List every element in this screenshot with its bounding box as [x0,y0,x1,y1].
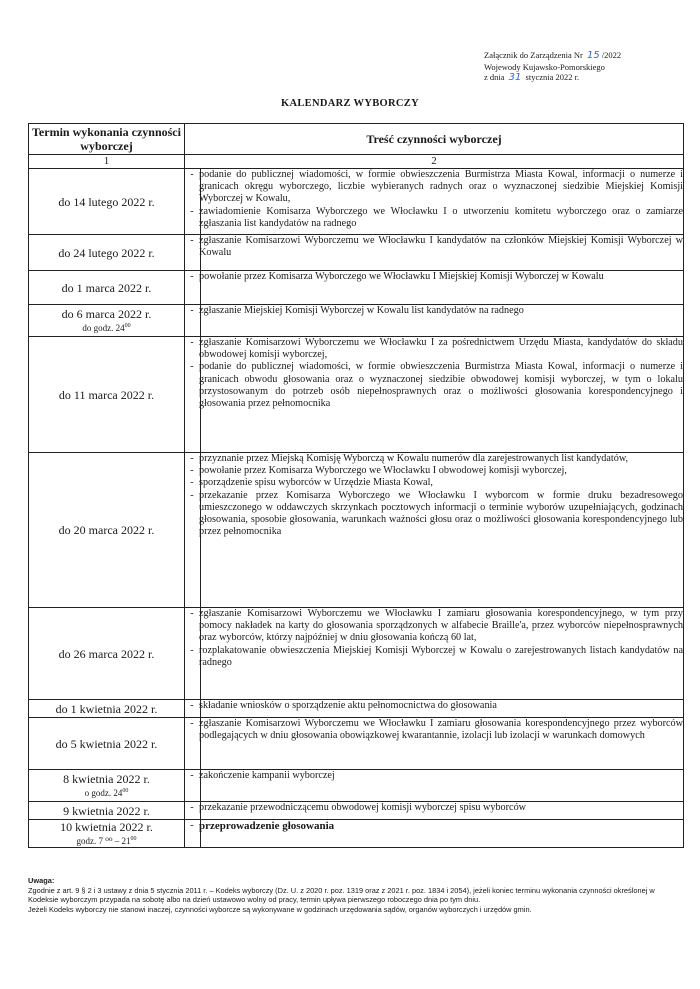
date-text: do 5 kwietnia 2022 r. [55,736,158,751]
list-item [190,271,683,283]
date-text: do 14 lutego 2022 r. [58,194,155,209]
list-item [190,465,683,477]
list-item [190,700,683,712]
dash-bullet-icon: - [190,820,194,831]
dash-bullet-icon: - [190,477,194,489]
item-text: składanie wniosków o sporządzenie aktu pełnomocnictwa do głosowania [199,700,497,711]
table-row [29,337,684,453]
date-time: do godz. $24^{00}$ [82,323,131,333]
row-date [29,608,185,700]
election-calendar-table [28,123,684,848]
notes-section [28,876,678,914]
list-item [190,770,683,782]
item-text: zgłaszanie Komisarzowi Wyborczemu we Włocławku I za pośrednictwem Urzędu Miasta, kandydatów do składu obwodowej komisji wyborczej, [199,337,683,361]
row-content [190,305,684,337]
list-item [190,820,683,832]
dash-bullet-icon: - [190,361,194,373]
list-item [190,361,683,410]
list-item [190,453,683,465]
attachment-line-3: z dnia 31 stycznia 2022 r. [484,72,580,83]
list-item [190,608,683,645]
date-text: 10 kwietnia 2022 r. [60,820,153,834]
date-text: do 20 marca 2022 r. [58,523,155,537]
row-content [190,700,684,718]
notes-line-1: Zgodnie z art. 9 § 2 i 3 ustawy z dnia 5 stycznia 2011 r. – Kodeks wyborczy (Dz. U. z 2020 r. poz. 1319 oraz z 2021 r. poz. 1834 i 2054), jeżeli koniec terminu wykonania czynności określonej w Kodeksie wyborczym przypada na sobotę albo na dzień ustawowo wolny od pracy, termin upływa pierwszego roboczego dnia po tym dniu. [28,885,655,904]
date-text: do 26 marca 2022 r. [58,646,155,661]
item-text: przekazanie przez Komisarza Wyborczego we Włocławku I wyborcom w formie druku bezadresowego umieszczonego w oddawczych skrzynkach pocztowych informacji o terminie wyborów uzupełniających, godzinach głosowania, sposobie głosowania, warunkach ważności głosu oraz o możliwości głosowania korespondencyjnego lub przez pełnomocnika [199,489,683,538]
table-row [29,169,684,235]
dash-bullet-icon: - [190,205,194,217]
table-row [29,802,684,820]
item-text: zakończenie kampanii wyborczej [199,770,335,781]
list-item [190,644,683,669]
dash-bullet-icon: - [190,802,194,813]
dash-bullet-icon: - [190,608,194,619]
date-text: do 1 marca 2022 r. [61,280,152,295]
list-item [190,235,683,259]
table-row [29,453,684,608]
date-text: do 6 marca 2022 r. [61,307,152,321]
row-content [190,802,684,820]
item-text: przyznanie przez Miejską Komisję Wyborczą w Kowalu numerów dla zarejestrowanych list kandydatów, [199,453,629,464]
row-content [190,453,684,608]
dash-bullet-icon: - [190,271,194,282]
header-content: Treść czynności wyborczej [185,124,684,155]
date-text: 9 kwietnia 2022 r. [63,803,150,818]
row-date [29,820,185,848]
row-content [190,718,684,770]
handwritten-number: 15 [587,50,600,61]
row-date [29,169,185,235]
list-item [190,169,683,206]
table-row [29,700,684,718]
table-row [29,235,684,271]
dash-bullet-icon: - [190,644,194,656]
table-row [29,305,684,337]
row-date [29,718,185,770]
item-text: zawiadomienie Komisarza Wyborczego we Włocławku I o utworzeniu komitetu wyborczego oraz o zamiarze zgłaszania list kandydatów na radnego [199,205,683,229]
notes-line-2: Jeżeli Kodeks wyborczy nie stanowi inaczej, czynności wyborcze są wykonywane w godzinach urzędowania sądów, organów wyborczych i urzędów gmin. [28,904,532,914]
document-title: KALENDARZ WYBORCZY [281,98,419,109]
item-text: przeprowadzenie głosowania [199,820,335,832]
row-date [29,305,185,337]
dash-bullet-icon: - [190,337,194,348]
list-item [190,477,683,489]
row-date [29,802,185,820]
table-body [29,169,684,848]
list-item [190,489,683,539]
item-text: powołanie przez Komisarza Wyborczego we Włocławku I Miejskiej Komisji Wyborczej w Kowalu [199,271,604,282]
row-content [190,820,684,848]
row-content [190,271,684,305]
handwritten-day: 31 [508,72,522,83]
dash-bullet-icon: - [190,305,194,316]
notes-heading: Uwaga: [28,876,55,885]
item-text: podanie do publicznej wiadomości, w formie obwieszczenia Burmistrza Miasta Kowal, informacji o numerze i granicach okręgu wyborczego, liczbie wybieranych radnych oraz o wyznaczonej siedzibie Miejskiej Komisji Wyborczej w Kowalu, [199,169,683,205]
list-item [190,205,683,230]
dash-bullet-icon: - [190,453,194,464]
date-text: do 1 kwietnia 2022 r. [55,701,158,716]
dash-bullet-icon: - [190,770,194,781]
item-text: zgłaszanie Komisarzowi Wyborczemu we Włocławku I zamiaru głosowania korespondencyjnego przez wyborców podlegających w dniu głosowania obowiązkowej kwarantannie, izolacji lub izolacji w warunkach domowych [199,718,683,742]
row-content [190,770,684,802]
dash-bullet-icon: - [190,700,194,711]
item-text: podanie do publicznej wiadomości, w formie obwieszczenia Burmistrza Miasta Kowal, informacji o numerze i granicach obwodu głosowania oraz o wyznaczonej siedzibie obwodowej komisji wyborczej, w tym o lokalu przystosowanym do potrzeb osób niepełnosprawnych oraz o możliwości głosowania korespondencyjnego i głosowania przez pełnomocnika [199,361,683,410]
table-row [29,718,684,770]
row-date [29,453,185,608]
row-date [29,337,185,453]
dash-bullet-icon: - [190,489,194,501]
item-text: zgłaszanie Miejskiej Komisji Wyborczej w Kowalu list kandydatów na radnego [199,305,524,316]
date-time: o godz. $24^{00}$ [84,788,129,798]
item-text: rozplakatowanie obwieszczenia Miejskiej Komisji Wyborczej w Kowalu o zarejestrowanych listach kandydatów na radnego [199,644,683,668]
column-number-2: 2 [185,155,684,169]
row-content [190,169,684,235]
attachment-header [484,50,694,84]
table-row [29,820,684,848]
list-item [190,802,683,814]
table-row [29,770,684,802]
column-number-1: 1 [29,155,185,169]
row-date [29,700,185,718]
row-date [29,770,185,802]
row-content [190,337,684,453]
list-item [190,305,683,317]
list-item [190,337,683,361]
dash-bullet-icon: - [190,718,194,729]
dash-bullet-icon: - [190,169,194,180]
table-row [29,608,684,700]
item-text: zgłaszanie Komisarzowi Wyborczemu we Włocławku I kandydatów na członków Miejskiej Komisji Wyborczej w Kowalu [199,235,683,259]
table-row [29,271,684,305]
item-text: powołanie przez Komisarza Wyborczego we Włocławku I obwodowej komisji wyborczej, [199,465,567,477]
date-text: 8 kwietnia 2022 r. [63,772,150,786]
header-date: Termin wykonania czynności wyborczej [29,124,185,155]
item-text: przekazanie przewodniczącemu obwodowej komisji wyborczej spisu wyborców [199,802,527,813]
list-item [190,718,683,742]
row-date [29,271,185,305]
date-text: do 24 lutego 2022 r. [58,245,155,260]
row-date [29,235,185,271]
date-time: godz. 7 $^{00} - 21^{00}$ [76,836,137,846]
row-content [190,608,684,700]
item-text: zgłaszanie Komisarzowi Wyborczemu we Włocławku I zamiaru głosowania korespondencyjnego, w tym przy pomocy nakładek na karty do głosowania sporządzonych w alfabecie Braille'a, przez wyborców niepełnosprawnych oraz wyborców, którzy najpóźniej w dniu głosowania kończą 60 lat, [199,608,683,644]
row-content [190,235,684,271]
dash-bullet-icon: - [190,235,194,246]
table-header-row [29,124,684,155]
dash-bullet-icon: - [190,465,194,477]
attachment-line-2: Wojewody Kujawsko-Pomorskiego [484,61,605,72]
date-text: do 11 marca 2022 r. [58,387,155,402]
table-number-row [29,155,684,169]
item-text: sporządzenie spisu wyborców w Urzędzie Miasta Kowal, [199,477,433,489]
attachment-line-1: Załącznik do Zarządzenia Nr 15 /2022 [484,50,622,61]
